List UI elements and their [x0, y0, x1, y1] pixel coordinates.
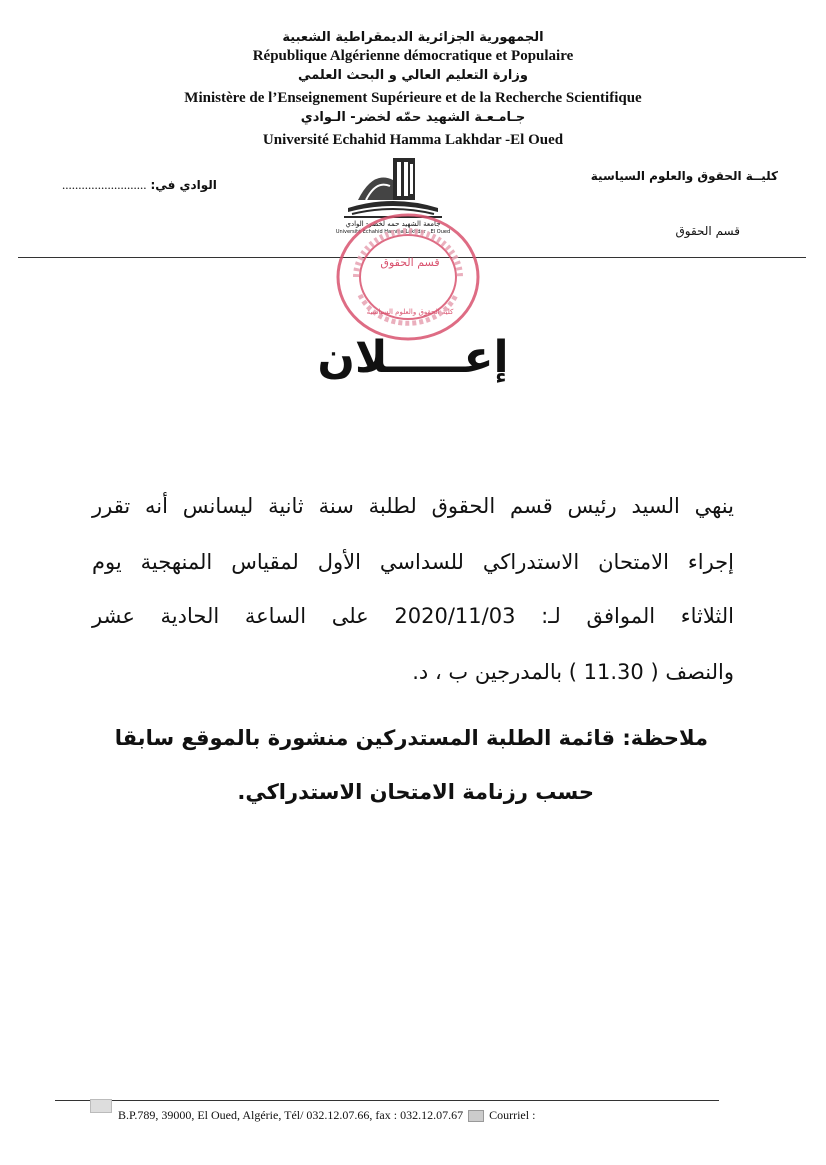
logo-caption-french: Université Echahid Hamma Lakhdar - El Oued [335, 229, 451, 235]
note-line-1: ملاحظة: قائمة الطلبة المستدركين منشورة بالموقع سابقا [114, 726, 708, 750]
department-name: قسم الحقوق [675, 224, 740, 238]
place-date [62, 174, 217, 193]
republic-french: République Algérienne démocratique et Populaire [252, 48, 574, 64]
university-french: Université Echahid Hamma Lakhdar -El Oued [262, 132, 564, 148]
note-line-2: حسب رزنامة الامتحان الاستدراكي. [237, 780, 594, 804]
footer-address: B.P.789, 39000, El Oued, Algérie, Tél/ 032.12.07.66, fax : 032.12.07.67 [118, 1108, 464, 1122]
body-line-2: إجراء الامتحان الاستدراكي للسداسي الأول لمقياس المنهجية يوم [92, 550, 734, 574]
footer-divider [55, 1100, 719, 1101]
body-line-3: الثلاثاء الموافق لـ: 2020/11/03 على الساعة الحادية عشر [92, 604, 734, 628]
faculty-name: كليــة الحقوق والعلوم السياسية [590, 169, 778, 183]
footer-contact [118, 1108, 535, 1123]
phone-icon [468, 1110, 484, 1122]
place-date-label: الوادي في: [150, 178, 217, 192]
department-stamp [330, 205, 490, 345]
body-line-4: والنصف ( 11.30 ) بالمدرجين ب ، د. [412, 660, 734, 684]
announcement-title: إعـــــلان [317, 332, 509, 383]
stamp-label: قسم الحقوق [380, 256, 440, 269]
envelope-icon [90, 1099, 112, 1113]
ministry-arabic: وزارة التعليم العالي و البحث العلمي [298, 68, 528, 83]
footer-courriel: Courriel : [489, 1108, 536, 1122]
republic-arabic: الجمهورية الجزائرية الديمقراطية الشعبية [282, 30, 544, 45]
ministry-french: Ministère de l’Enseignement Supérieure et de la Recherche Scientifique [184, 90, 642, 106]
body-line-1: ينهي السيد رئيس قسم الحقوق لطلبة سنة ثانية ليسانس أنه تقرر [92, 494, 734, 518]
stamp-ring-text: كلية الحقوق والعلوم السياسية [366, 308, 454, 316]
place-date-dots: .......................... [62, 177, 147, 192]
university-arabic: جـامـعـة الشهيد حمّه لخضر- الـوادي [300, 110, 526, 125]
logo-caption-arabic: جامعة الشهيد حمه لخضر- الوادي [345, 220, 441, 228]
